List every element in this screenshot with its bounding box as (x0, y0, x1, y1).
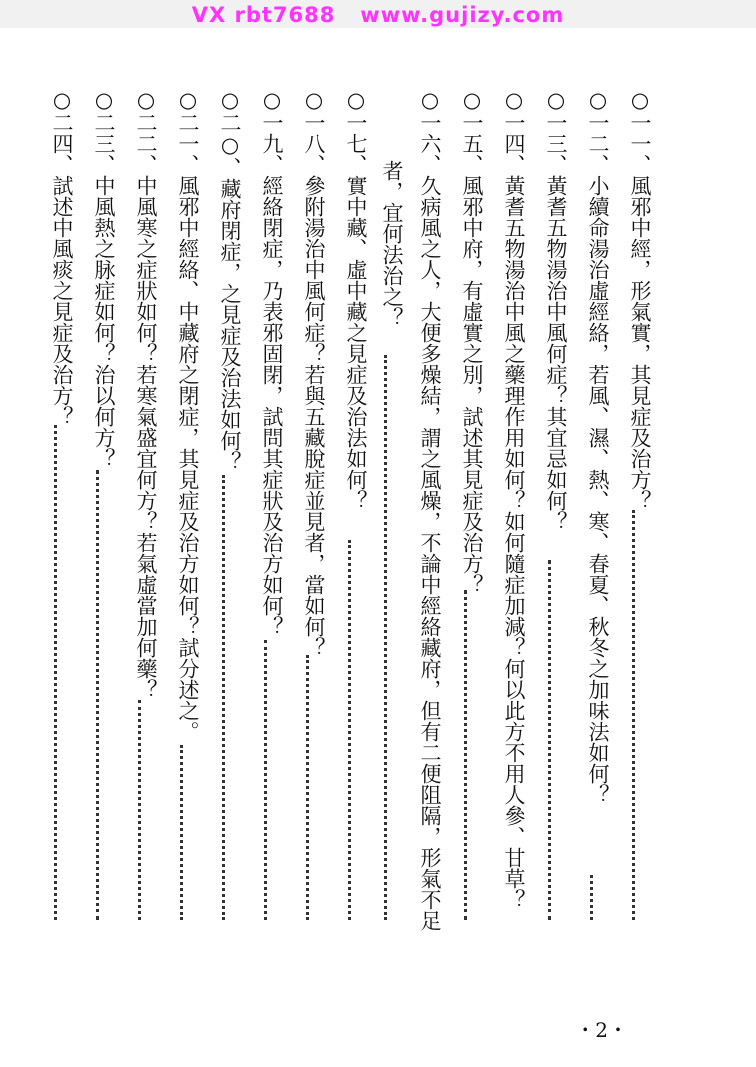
dot-leader (54, 425, 63, 920)
dot-leader (548, 560, 557, 920)
toc-entry-016-continued: 者，宜何法治之？ (380, 160, 404, 328)
toc-entry-015: ○一五、風邪中府，有虛實之別，試述其見症及治方？ (460, 88, 484, 595)
toc-entry-024: ○二四、試述中風痰之見症及治方？ (50, 88, 74, 427)
toc-entry-017: ○一七、實中藏、虛中藏之見症及治法如何？ (344, 88, 368, 511)
dot-leader (464, 590, 473, 920)
dot-leader (348, 540, 357, 920)
watermark-text: VX rbt7688 www.gujizy.com (191, 3, 565, 27)
toc-entry-019: ○一九、經絡閉症，乃表邪固閉，試問其症狀及治方如何？ (260, 88, 284, 637)
toc-entry-013: ○一三、黃耆五物湯治中風何症？其宜忌如何？ (544, 88, 568, 532)
toc-entry-016: ○一六、久病風之人，大便多燥結，謂之風燥，不論中經絡藏府，但有二便阻隔，形氣不足 (418, 88, 442, 931)
dot-leader (590, 875, 599, 920)
dot-leader (96, 470, 105, 920)
page-number: ・2・ (575, 1018, 628, 1042)
toc-entry-014: ○一四、黃耆五物湯治中風之藥理作用如何？如何隨症加減？何以此方不用人參、甘草？ (502, 88, 526, 910)
dot-leader (384, 355, 393, 920)
dot-leader (264, 640, 273, 920)
dot-leader (138, 700, 147, 920)
toc-entry-020: ○二○、藏府閉症，之見症及治法如何？ (218, 88, 242, 472)
dot-leader (632, 510, 641, 920)
toc-entry-021: ○二一、風邪中經絡、中藏府之閉症，其見症及治方如何？試分述之。 (176, 88, 200, 742)
dot-leader (222, 475, 231, 920)
toc-entry-011: ○一一、風邪中經，形氣實，其見症及治方？ (628, 88, 652, 511)
toc-entry-023: ○二三、中風熱之脉症如何？治以何方？ (92, 88, 116, 469)
dot-leader (306, 655, 315, 920)
toc-entry-022: ○二二、中風寒之症狀如何？若寒氣盛宜何方？若氣虛當加何藥？ (134, 88, 158, 700)
toc-entry-018: ○一八、參附湯治中風何症？若與五藏脫症並見者，當如何？ (302, 88, 326, 658)
dot-leader (180, 745, 189, 920)
toc-entry-012: ○一二、小續命湯治虛經絡，若風、濕、熱、寒、春夏、秋冬之加味法如何？ (586, 88, 610, 805)
